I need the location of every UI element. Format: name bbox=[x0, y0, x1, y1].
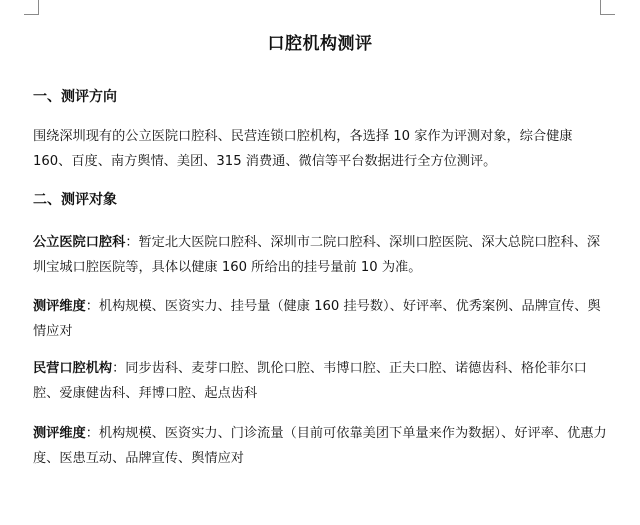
public-hospital-label: 公立医院口腔科 bbox=[33, 235, 126, 250]
direction-paragraph: 围绕深圳现有的公立医院口腔科、民营连锁口腔机构，各选择 10 家作为评测对象，综合健康 160、百度、南方舆情、美团、315 消费通、微信等平台数据进行全方位测评。 bbox=[33, 129, 573, 169]
public-hospital-text: ：暂定北大医院口腔科、深圳市二院口腔科、深圳口腔医院、深大总院口腔科、深圳宝城口腔医院等，具体以健康 160 所给出的挂号量前 10 为准。 bbox=[33, 235, 601, 275]
crop-mark-top-left bbox=[24, 0, 39, 15]
private-criteria-paragraph bbox=[33, 421, 611, 471]
private-clinic-paragraph bbox=[33, 356, 611, 406]
crop-mark-top-right bbox=[600, 0, 615, 15]
section-heading-direction: 一、测评方向 bbox=[33, 89, 117, 105]
private-clinic-text: ：同步齿科、麦芽口腔、凯伦口腔、韦博口腔、正夫口腔、诺德齿科、格伦菲尔口腔、爱康健齿科、拜博口腔、起点齿科 bbox=[33, 361, 587, 401]
public-hospital-paragraph bbox=[33, 230, 611, 280]
section-heading-subjects: 二、测评对象 bbox=[33, 192, 117, 208]
public-criteria-text: ：机构规模、医资实力、挂号量（健康 160 挂号数）、好评率、优秀案例、品牌宣传、舆情应对 bbox=[33, 299, 601, 339]
private-clinic-label: 民营口腔机构 bbox=[33, 361, 113, 376]
private-criteria-label: 测评维度 bbox=[33, 426, 86, 441]
public-criteria-label: 测评维度 bbox=[33, 299, 86, 314]
private-criteria-text: ：机构规模、医资实力、门诊流量（目前可依靠美团下单量来作为数据）、好评率、优惠力度、医患互动、品牌宣传、舆情应对 bbox=[33, 426, 607, 466]
document-title: 口腔机构测评 bbox=[267, 34, 373, 54]
public-criteria-paragraph bbox=[33, 294, 611, 344]
